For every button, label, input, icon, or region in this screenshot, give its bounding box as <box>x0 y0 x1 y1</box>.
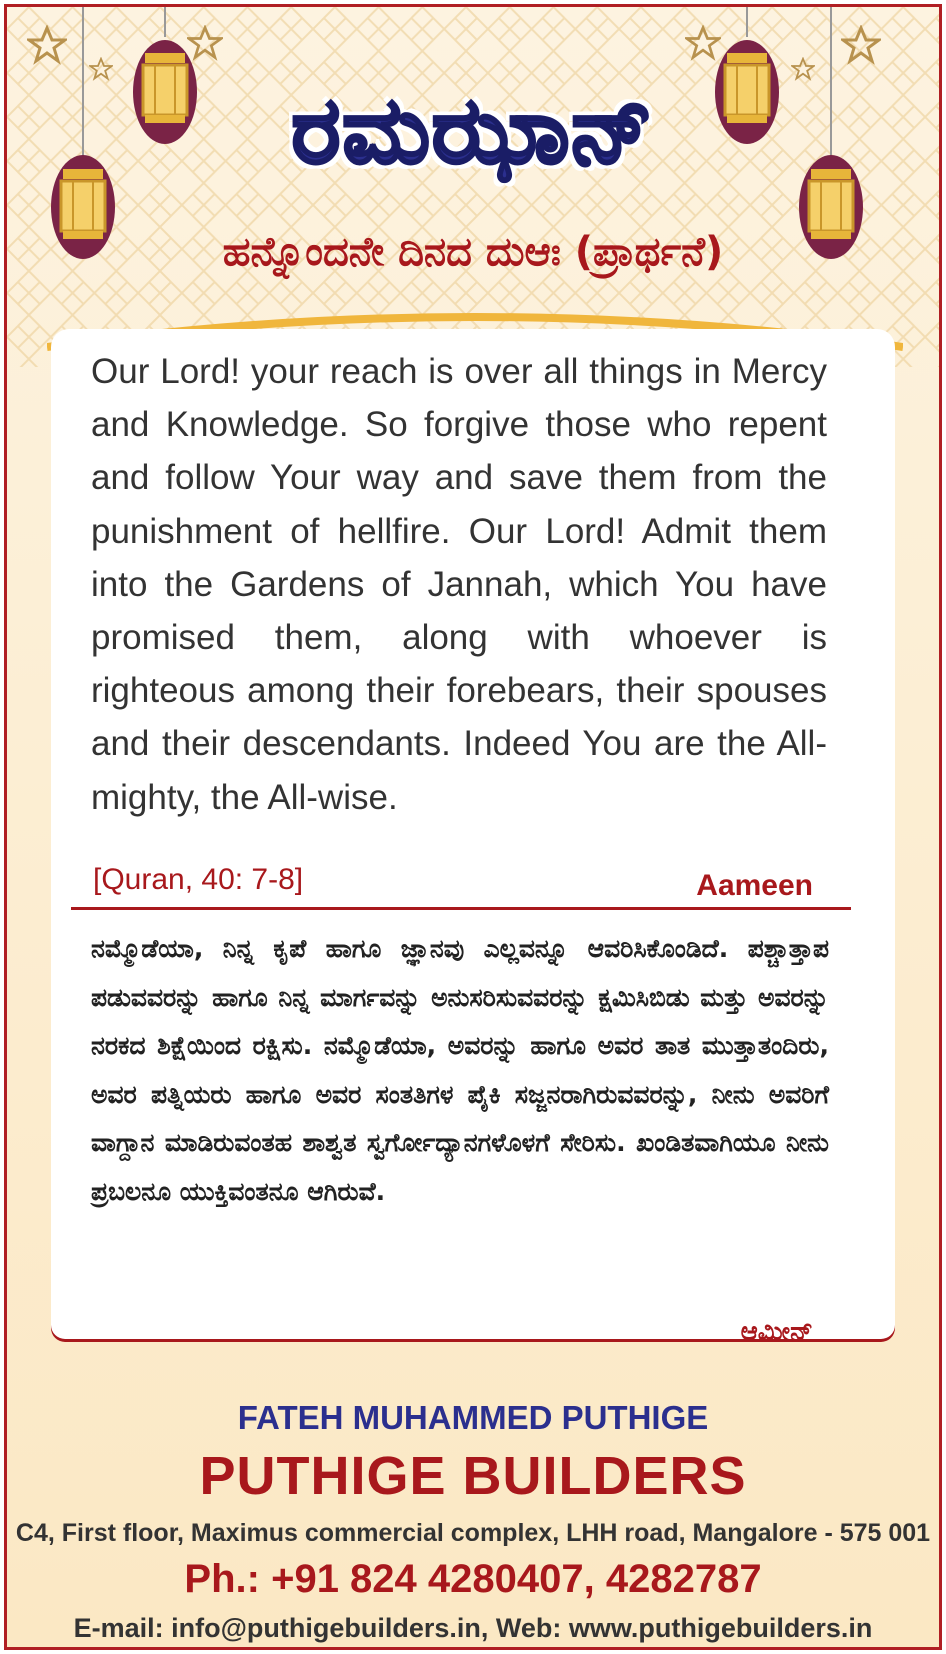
poster-subtitle: ಹನ್ನೊಂದನೇ ದಿನದ ದುಆಃ (ಪ್ರಾರ್ಥನೆ) <box>222 229 724 275</box>
kannada-aameen: ಆಮೀನ್ <box>740 1317 813 1347</box>
company-phone: Ph.: +91 824 4280407, 4282787 <box>184 1557 762 1601</box>
poster-title: ರಮಝಾನ್ <box>291 77 655 184</box>
sponsor-name: FATEH MUHAMMED PUTHIGE <box>237 1399 709 1436</box>
company-name: PUTHIGE BUILDERS <box>199 1446 747 1506</box>
quran-reference: [Quran, 40: 7-8] <box>93 863 304 896</box>
company-contact: E-mail: info@puthigebuilders.in, Web: www.puthigebuilders.in <box>73 1613 873 1643</box>
english-prayer-text: Our Lord! your reach is over all things in Mercy and Knowledge. So forgive those who repent and follow Your way and save them from the punishment of hellfire. Our Lord! Admit them into the Gardens of Jannah, which You have promised them, along with whoever is righteous among their forebears, their spouses and their descendants. Indeed You are the All-mighty, the All-wise. <box>91 352 827 817</box>
section-divider <box>71 907 851 910</box>
kannada-prayer-text: ನಮ್ಮೊಡೆಯಾ, ನಿನ್ನ ಕೃಪೆ ಹಾಗೂ ಜ್ಞಾನವು ಎಲ್ಲವನ್ನೂ ಆವರಿಸಿಕೊಂಡಿದೆ. ಪಶ್ಚಾತ್ತಾಪ ಪಡುವವರನ್ನು ಹಾಗೂ ನಿನ್ನ ಮಾರ್ಗವನ್ನು ಅನುಸರಿಸುವವರನ್ನು ಕ್ಷಮಿಸಿಬಿಡು ಮತ್ತು ಅವರನ್ನು ನರಕದ ಶಿಕ್ಷೆಯಿಂದ ರಕ್ಷಿಸು. ನಮ್ಮೊಡೆಯಾ, ಅವರನ್ನು ಹಾಗೂ ಅವರ ತಾತ ಮುತ್ತಾತಂದಿರು, ಅವರ ಪತ್ನಿಯರು ಹಾಗೂ ಅವರ ಸಂತತಿಗಳ ಪೈಕಿ ಸಜ್ಜನರಾಗಿರುವವರನ್ನು, ನೀನು ಅವರಿಗೆ ವಾಗ್ದಾನ ಮಾಡಿರುವಂತಹ ಶಾಶ್ವತ ಸ್ವರ್ಗೋದ್ಯಾನಗಳೊಳಗೆ ಸೇರಿಸು. ಖಂಡಿತವಾಗಿಯೂ ನೀನು ಪ್ರಬಲನೂ ಯುಕ್ತಿವಂತನೂ ಆಗಿರುವೆ. <box>91 934 829 1206</box>
poster-frame <box>4 4 942 1650</box>
english-aameen: Aameen <box>696 869 813 902</box>
company-address: C4, First floor, Maximus commercial complex, LHH road, Mangalore - 575 001 <box>15 1519 931 1547</box>
